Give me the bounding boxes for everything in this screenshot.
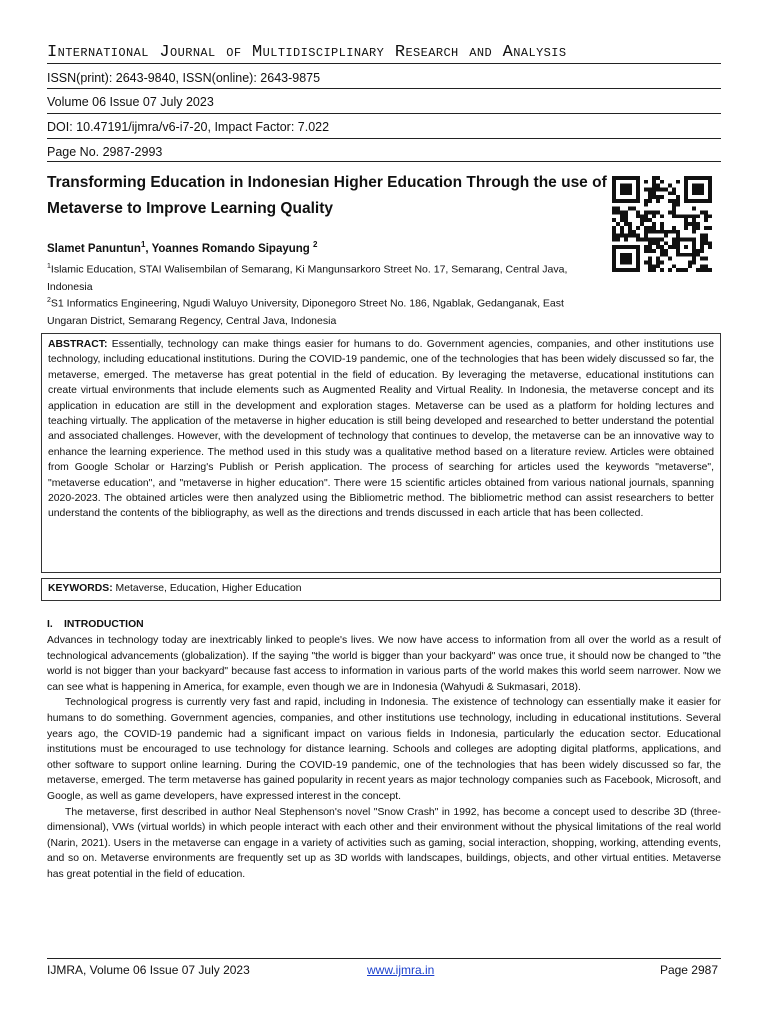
affiliation-text: Islamic Education, STAI Walisembilan of Semarang, Ki Mangunsarkoro Street No. 17, Semarang, Central Java, Indonesia	[47, 263, 568, 293]
footer-journal-issue: IJMRA, Volume 06 Issue 07 July 2023	[47, 963, 250, 977]
keywords-label: KEYWORDS:	[48, 583, 113, 594]
affiliation-1	[47, 258, 602, 296]
header-rule	[47, 63, 721, 64]
abstract-label: ABSTRACT:	[48, 339, 108, 350]
doi-line: DOI: 10.47191/ijmra/v6-i7-20, Impact Factor: 7.022	[47, 120, 330, 134]
keywords-text: Metaverse, Education, Higher Education	[112, 583, 302, 594]
divider	[47, 88, 721, 89]
author-list	[47, 240, 317, 255]
footer-page-number: Page 2987	[659, 963, 718, 977]
keywords-box	[41, 578, 721, 601]
journal-website-link[interactable]: www.ijmra.in	[367, 963, 435, 977]
affiliation-mark: 2	[47, 297, 51, 304]
journal-name: International Journal of Multidisciplinary Research and Analysis	[47, 43, 567, 62]
qr-code-icon	[612, 176, 712, 272]
author-separator: ,	[145, 242, 152, 255]
paragraph: Technological progress is currently very fast and rapid, including in Indonesia. The existence of technology can essentially make it easier for humans to do something. Government agencies, companies, and other institutions use technology, including in educational institutions. Several years ago, the COVID-19 pandemic had a significant impact on various fields in Indonesia, particularly the education sector. Educational institutions must be encouraged to use technology for distance learning. Schools and colleges are adopting digital platforms, applications, and other software to support online learning. During the COVID-19 pandemic, one of the technologies that has been widely discussed so far, the metaverse, emerged. The term metaverse has gained popularity in recent years as major technology companies such as Facebook, Microsoft, and Google, as well as game developers, have expressed interest in the concept.	[47, 697, 721, 802]
divider	[47, 138, 721, 139]
affiliation-mark: 1	[47, 263, 51, 270]
author-affiliation-mark: 1	[140, 240, 146, 249]
paragraph: The metaverse, first described in author Neal Stephenson's novel "Snow Crash" in 1992, has become a concept used to describe 3D (three-dimensional), VWs (virtual worlds) in which people interact with each other and their environment without the physical limitations of the real world (Narin, 2021). Users in the metaverse can engage in a variety of activities such as gaming, social interaction, shopping, working, attending events, and so on. Metaverse environments are frequently set up as 3D worlds with landscapes, buildings, objects, and other virtual entities. Metaverse has great potential in the field of education.	[47, 806, 721, 880]
abstract-text: Essentially, technology can make things easier for humans to do. Government agencies, companies, and other institutions use technology, including educational institutions. During the COVID-19 pandemic, one of the technologies that has been widely discussed so far, the metaverse, emerged. The metaverse has great potential in the field of education. By leveraging the metaverse, educational institutions can create virtual environments that include elements such as Augmented Reality and Virtual Reality. In Indonesia, the metaverse concept and its application in education are still in the development and exploration stages. Metaverse can be used as a platform for holding lectures and teaching virtually. The application of the metaverse in higher education is still being developed and researched to better understand the potential and associated challenges. However, with the development of technology that continues to develop, the metaverse can be an innovative way to enhance the learning experience. The method used in this study was a qualitative method based on a literature review. Articles were obtained from Google Scholar or Harzing's Publish or Perish application. The process of searching for articles used the keywords "metaverse", "metaverse education", and "metaverse in higher education". There were 15 scientific articles obtained from various national journals, spanning 2020-2023. The obtained articles were then analyzed using the Bibliometric method. The bibliometric method can assist researchers to better understand the contents of the bibliography, as well as the directions and trends discussed in each article that has been collected.	[48, 339, 714, 520]
author-name: Slamet Panuntun	[47, 242, 141, 255]
issn-line: ISSN(print): 2643-9840, ISSN(online): 2643-9875	[47, 71, 321, 85]
abstract	[48, 337, 714, 522]
introduction-body	[47, 633, 721, 883]
volume-line: Volume 06 Issue 07 July 2023	[47, 95, 214, 109]
paper-title: Transforming Education in Indonesian Higher Education Through the use of Metaverse to Improve Learning Quality	[47, 174, 607, 217]
section-number: I.	[47, 619, 53, 630]
page-range: Page No. 2987-2993	[47, 145, 163, 159]
author-affiliation-mark: 2	[313, 240, 318, 249]
author-name: Yoannes Romando Sipayung	[151, 242, 314, 255]
affiliation-2	[47, 292, 602, 330]
section-heading-introduction	[47, 619, 144, 630]
abstract-box	[41, 333, 721, 573]
divider	[47, 161, 721, 162]
section-title: INTRODUCTION	[64, 619, 144, 630]
footer-rule	[47, 958, 721, 959]
divider	[47, 113, 721, 114]
affiliation-text: S1 Informatics Engineering, Ngudi Waluyo University, Diponegoro Street No. 186, Ngablak, Gedanganak, East Ungaran District, Semarang Regency, Central Java, Indonesia	[47, 297, 564, 327]
paragraph: Advances in technology today are inextricably linked to people's lives. We now have access to information from all over the world as a result of technological advancements (globalization). If the saying "the world is bigger than your backyard" was once true, it should now be changed to "the world is not bigger than your backyard" because fast access to information in various parts of the world makes this world seem narrower. Now we can see what is happening in America, for example, even though we are in Indonesia (Wahyudi & Sukmasari, 2018).	[47, 635, 721, 693]
